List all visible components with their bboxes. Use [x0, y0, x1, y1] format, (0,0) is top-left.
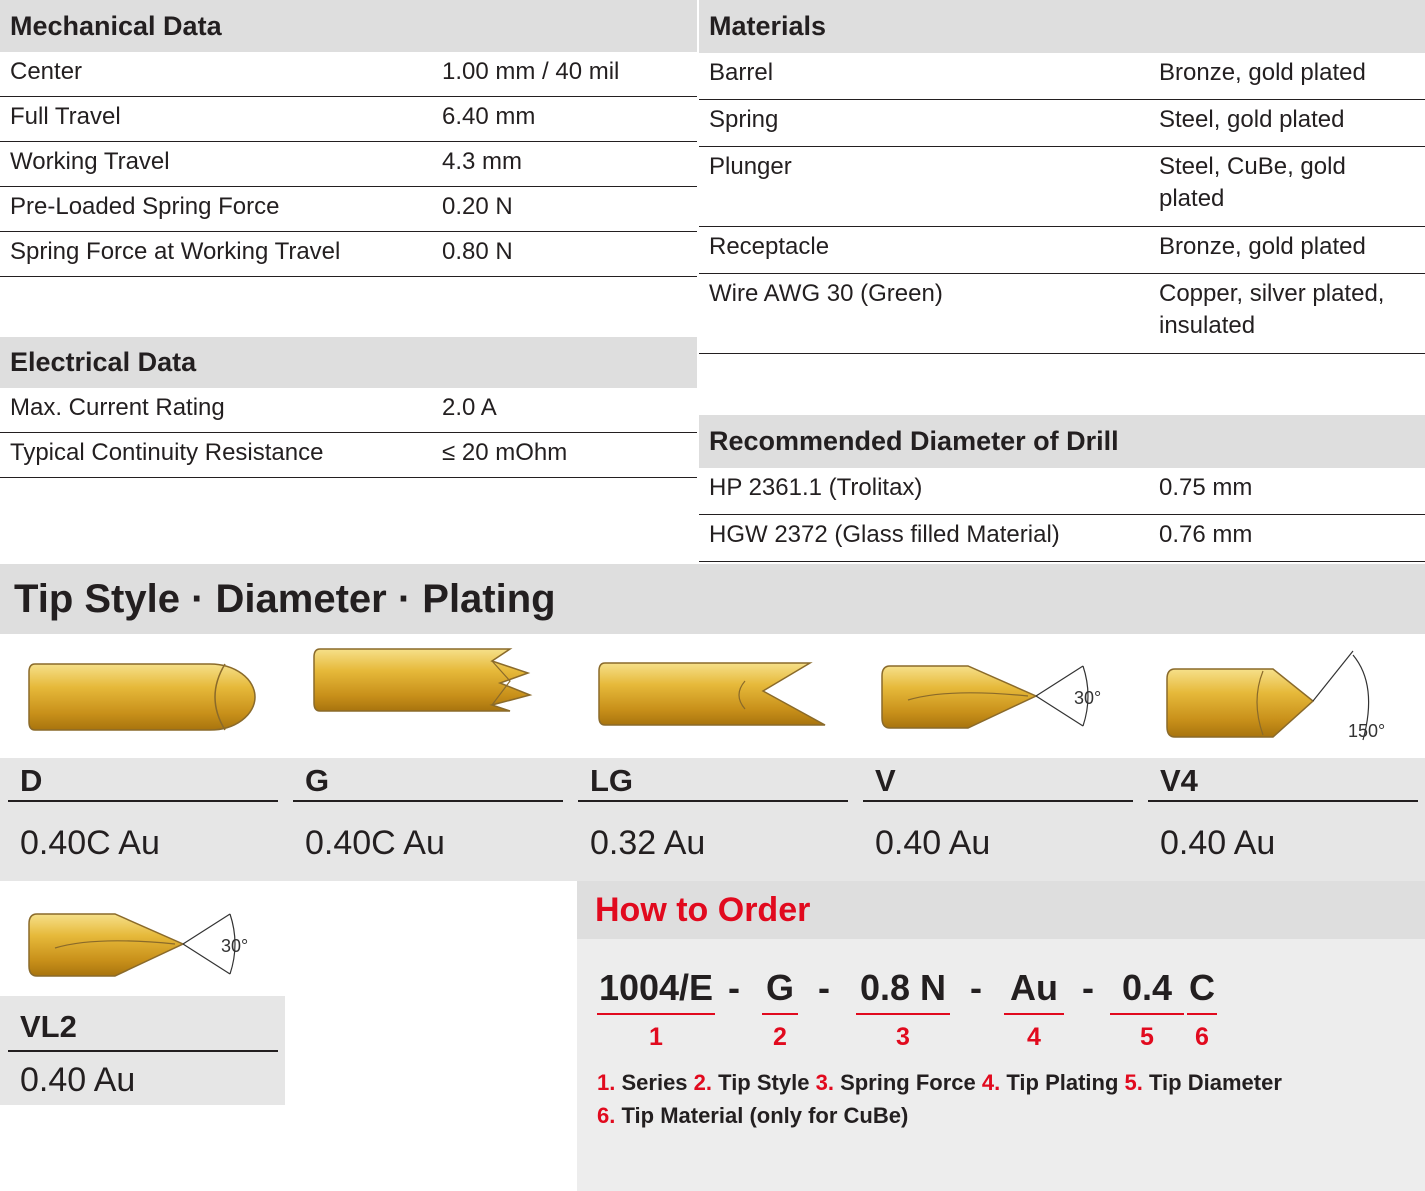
materials-title: Materials [709, 11, 827, 41]
angle-label: 30° [221, 936, 249, 956]
legend-text: Tip Diameter [1149, 1070, 1282, 1095]
table-row [0, 142, 697, 187]
row-value-line2: plated [1159, 185, 1225, 212]
row-value: 1.00 mm / 40 mil [442, 58, 620, 85]
row-label: Spring [709, 106, 779, 133]
order-segment-tip-plating: Au [1010, 967, 1058, 1008]
legend-text: Tip Plating [1006, 1070, 1119, 1095]
row-label: Barrel [709, 59, 774, 86]
tip-code: D [8, 760, 278, 802]
table-row [699, 274, 1425, 354]
row-label: HGW 2372 (Glass filled Material) [709, 521, 1060, 548]
row-value: 0.20 N [442, 193, 513, 220]
row-label: Plunger [709, 153, 792, 180]
order-legend-line-2 [597, 1099, 908, 1132]
tip-v-image [878, 660, 1118, 735]
row-label: Full Travel [10, 103, 121, 130]
order-segment-tip-style: G [765, 967, 794, 1008]
table-row [699, 147, 1425, 227]
electrical-data-header [0, 337, 697, 388]
segment-number: 2 [773, 1023, 787, 1051]
tip-spec: 0.40C Au [305, 824, 445, 862]
row-label: Working Travel [10, 148, 170, 175]
angle-label: 150° [1348, 721, 1386, 741]
row-label: Spring Force at Working Travel [10, 238, 341, 265]
table-row [0, 232, 697, 277]
drill-header [699, 415, 1425, 468]
table-row [0, 52, 697, 97]
underline-3 [856, 1013, 950, 1015]
row-value: ≤ 20 mOhm [442, 439, 568, 466]
row-value: Copper, silver plated, [1159, 280, 1385, 307]
tip-code: V [863, 760, 1133, 802]
order-separator: - [1082, 967, 1094, 1008]
tip-style-header [0, 564, 1425, 634]
legend-number: 4. [981, 1070, 1001, 1095]
row-value: 0.75 mm [1159, 474, 1253, 501]
tip-spec: 0.40 Au [20, 1061, 136, 1099]
order-segment-tip-diameter: 0.4 [1121, 967, 1173, 1008]
row-label: Wire AWG 30 (Green) [709, 280, 943, 307]
tip-spec: 0.40 Au [875, 824, 991, 862]
legend-text: Spring Force [840, 1070, 976, 1095]
tip-g-image [310, 643, 550, 718]
row-label: Center [10, 58, 83, 85]
row-value: Bronze, gold plated [1159, 59, 1366, 86]
tip-code: V4 [1148, 760, 1418, 802]
legend-number: 1. [597, 1070, 616, 1095]
table-row [0, 97, 697, 142]
how-to-order-title: How to Order [595, 891, 811, 929]
order-separator: - [970, 967, 982, 1008]
row-value: 2.0 A [442, 394, 497, 421]
order-segment-series: 1004/E [598, 967, 714, 1008]
segment-number: 1 [649, 1023, 663, 1051]
row-value: 0.76 mm [1159, 521, 1253, 548]
row-value: 4.3 mm [442, 148, 523, 175]
row-label: Max. Current Rating [10, 394, 225, 421]
order-separator: - [818, 967, 830, 1008]
legend-number: 2. [693, 1070, 713, 1095]
tip-d-image [25, 652, 265, 737]
tip-spec: 0.32 Au [590, 824, 706, 862]
legend-number: 5. [1124, 1070, 1143, 1095]
table-row [0, 187, 697, 232]
row-value: 6.40 mm [442, 103, 536, 130]
order-separator: - [728, 967, 740, 1008]
drill-title: Recommended Diameter of Drill [709, 426, 1119, 456]
table-row [0, 433, 697, 478]
row-label: Typical Continuity Resistance [10, 439, 324, 466]
tip-style-title: Tip Style · Diameter · Plating [14, 576, 556, 621]
underline-6 [1187, 1013, 1217, 1015]
row-value: 0.80 N [442, 238, 513, 265]
mechanical-data-title: Mechanical Data [10, 10, 222, 41]
table-row [699, 100, 1425, 147]
tip-spec: 0.40C Au [20, 824, 160, 862]
legend-text: Tip Style [718, 1070, 810, 1095]
row-value: Bronze, gold plated [1159, 233, 1366, 260]
row-label: HP 2361.1 (Trolitax) [709, 474, 923, 501]
row-label: Receptacle [709, 233, 830, 260]
tip-code: LG [578, 760, 848, 802]
underline-1 [597, 1013, 715, 1015]
segment-number: 5 [1140, 1023, 1154, 1051]
table-row [699, 227, 1425, 274]
legend-text: Tip Material (only for CuBe) [621, 1103, 909, 1128]
legend-text: Series [621, 1070, 688, 1095]
row-value-line2: insulated [1159, 312, 1256, 339]
tip-spec: 0.40 Au [1160, 824, 1276, 862]
legend-number: 6. [597, 1103, 616, 1128]
tip-v4-image [1163, 645, 1403, 745]
row-value: Steel, CuBe, gold [1159, 153, 1346, 180]
underline-2 [762, 1013, 798, 1015]
table-row [699, 515, 1425, 562]
tip-lg-image [595, 657, 835, 732]
table-row [699, 468, 1425, 515]
order-segment-spring-force: 0.8 N [859, 967, 947, 1008]
mechanical-data-header [0, 0, 697, 52]
table-row [699, 53, 1425, 100]
table-row [0, 388, 697, 433]
segment-number: 3 [896, 1023, 910, 1051]
row-value: Steel, gold plated [1159, 106, 1345, 133]
tip-code: VL2 [8, 1002, 278, 1052]
order-legend-line-1 [597, 1066, 1282, 1099]
tip-code: G [293, 760, 563, 802]
tip-vl2-image [25, 908, 265, 983]
row-label: Pre-Loaded Spring Force [10, 193, 280, 220]
underline-4 [1004, 1013, 1064, 1015]
order-segment-tip-material: C [1189, 967, 1215, 1008]
segment-number: 4 [1027, 1023, 1041, 1051]
electrical-data-title: Electrical Data [10, 347, 197, 377]
legend-number: 3. [815, 1070, 834, 1095]
materials-header [699, 0, 1425, 53]
angle-label: 30° [1074, 688, 1102, 708]
underline-5 [1110, 1013, 1184, 1015]
segment-number: 6 [1195, 1023, 1209, 1051]
